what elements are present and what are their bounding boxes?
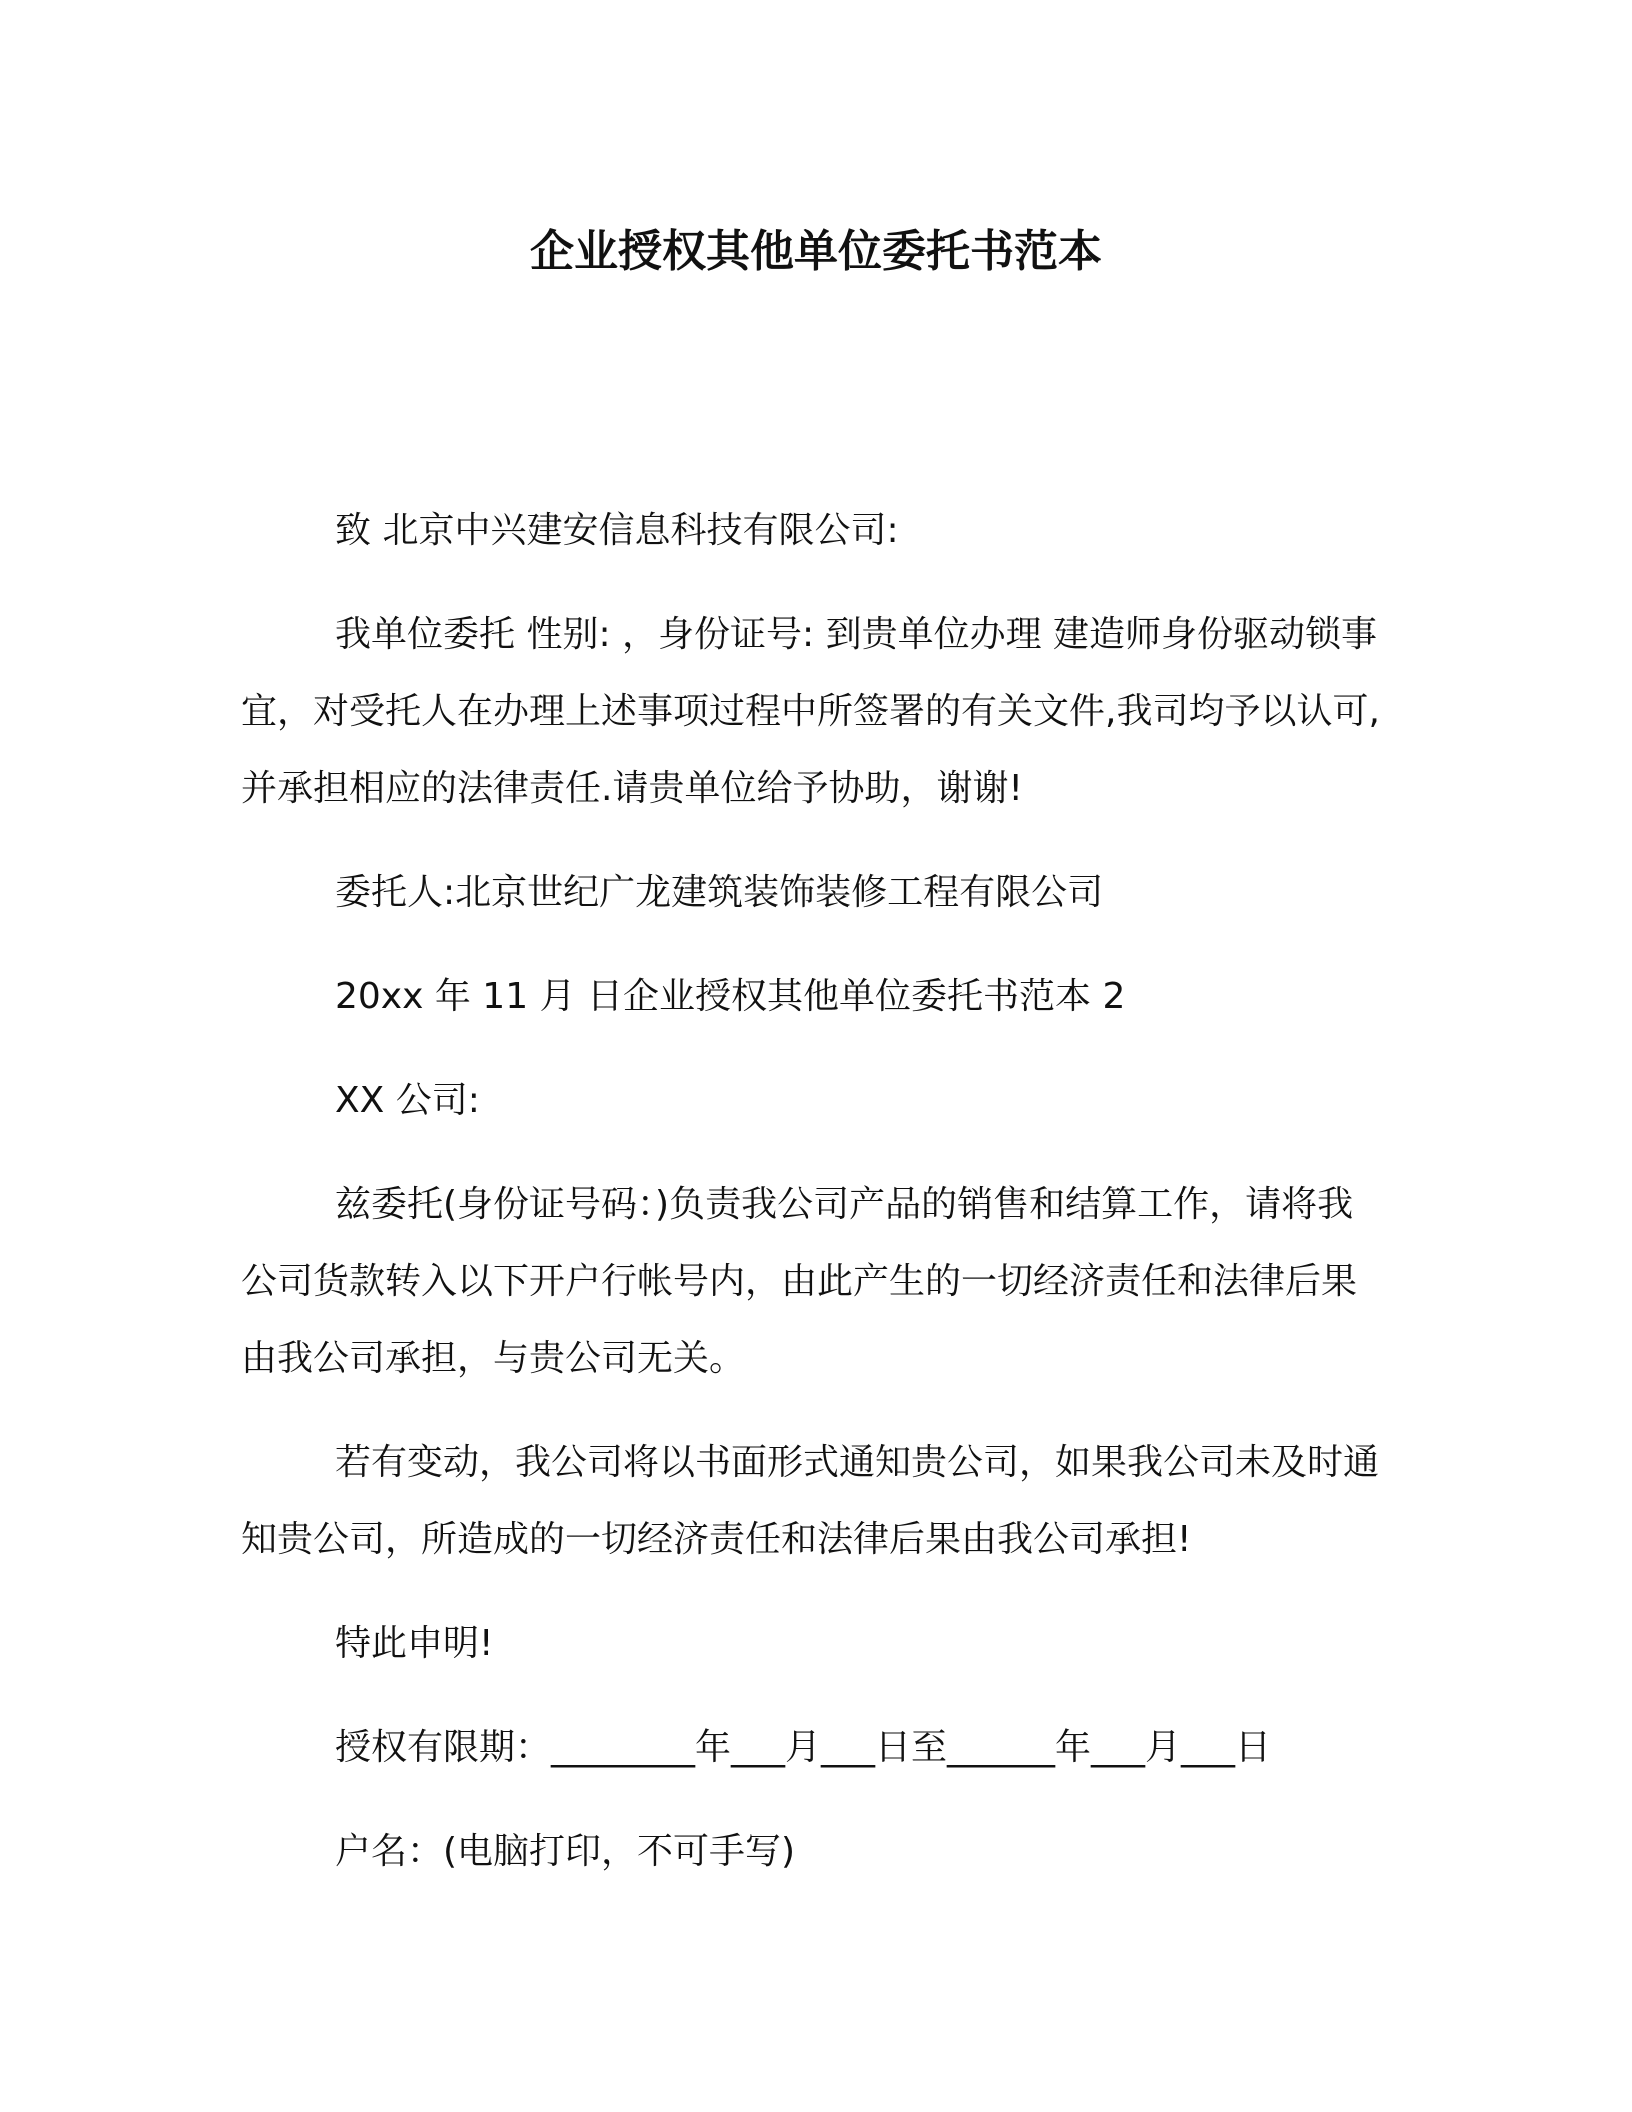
account-name-line: 户名：(电脑打印，不可手写) bbox=[335, 1831, 796, 1872]
declaration-line: 特此申明! bbox=[335, 1623, 494, 1664]
change-notice-paragraph: 若有变动，我公司将以书面形式通知贵公司，如果我公司未及时通知贵公司，所造成的一切经济责任和法律后果由我公司承担! bbox=[241, 1442, 1380, 1560]
addressee-line: 致 北京中兴建安信息科技有限公司: bbox=[335, 510, 899, 551]
recipient-line: XX 公司: bbox=[335, 1080, 480, 1121]
date-and-heading-line: 20xx 年 11 月 日企业授权其他单位委托书范本 2 bbox=[335, 976, 1126, 1017]
validity-period-line: 授权有限期：________年___月___日至______年___月___日 bbox=[335, 1727, 1272, 1768]
principal-line: 委托人:北京世纪广龙建筑装饰装修工程有限公司 bbox=[335, 872, 1104, 913]
authorization-paragraph: 我单位委托 性别: ，身份证号: 到贵单位办理 建造师身份驱动锁事宜，对受托人在办理上述事项过程中所签署的有关文件,我司均予以认可,并承担相应的法律责任.请贵单位给予协助，谢谢! bbox=[241, 614, 1380, 809]
delegation-paragraph: 兹委托(身份证号码：)负责我公司产品的销售和结算工作，请将我公司货款转入以下开户行帐号内，由此产生的一切经济责任和法律后果由我公司承担，与贵公司无关。 bbox=[241, 1184, 1358, 1379]
document-title: 企业授权其他单位委托书范本 bbox=[530, 226, 1102, 277]
document-body bbox=[241, 492, 1381, 1917]
